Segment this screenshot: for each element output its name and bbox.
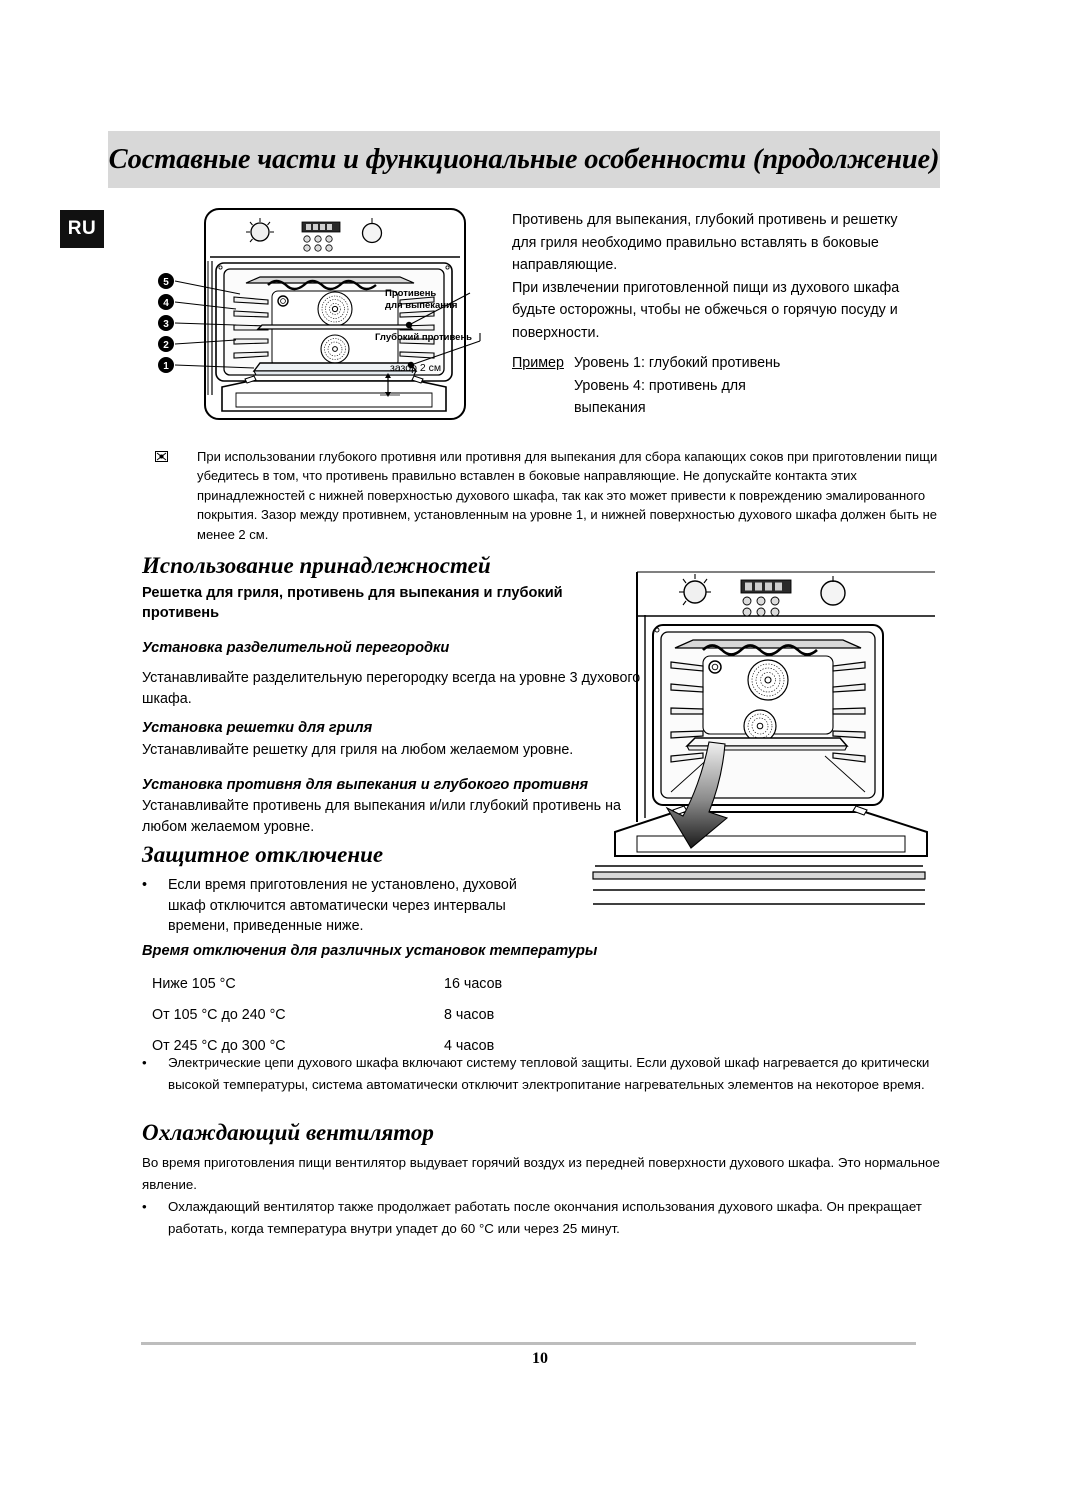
oven-diagram-open-door bbox=[575, 560, 955, 940]
bullet-dot-icon: • bbox=[142, 1055, 147, 1070]
subheading-shutoff-times: Время отключения для различных установок температуры bbox=[142, 943, 598, 959]
body-partition: Устанавливайте разделительную перегородку всегда на уровне 3 духового шкафа. bbox=[142, 670, 641, 707]
fan-upper-icon bbox=[318, 292, 352, 326]
heading-safety-shutoff: Защитное отключение bbox=[142, 842, 384, 867]
bullet-dot-icon: • bbox=[142, 877, 148, 893]
callout-deep-tray: Глубокий противень bbox=[375, 332, 473, 343]
bullet-cooling-fan bbox=[142, 1196, 942, 1240]
level-markers bbox=[158, 273, 174, 373]
subheading-partition: Установка разделительной перегородки bbox=[142, 640, 450, 656]
table-row bbox=[152, 999, 612, 1030]
callout-baking-tray bbox=[385, 288, 457, 312]
shutoff-time-cell: 4 часов bbox=[444, 1037, 495, 1054]
page-number: 10 bbox=[532, 1350, 548, 1367]
note-callout bbox=[155, 447, 945, 544]
bullet-cooling-fan-text: Охлаждающий вентилятор также продолжает работать после окончания использования духового шкафа. Он прекращает работать, когда температура внутри упадет до 60 °C или через 25 минут. bbox=[168, 1199, 922, 1236]
knob-left-icon bbox=[679, 574, 711, 605]
example-lines bbox=[574, 352, 780, 420]
shutoff-time-cell: 16 часов bbox=[444, 975, 503, 992]
body-grill-rack: Устанавливайте решетку для гриля на любом желаемом уровне. bbox=[142, 742, 574, 758]
fan-lower-icon bbox=[744, 710, 776, 742]
digital-display-icon bbox=[302, 222, 340, 232]
example-label: Пример bbox=[512, 355, 564, 371]
svg-text:1: 1 bbox=[163, 361, 169, 372]
shutoff-time-cell: 8 часов bbox=[444, 1006, 495, 1023]
svg-text:4: 4 bbox=[163, 298, 169, 309]
intro-paragraph-2: При извлечении приготовленной пищи из духового шкафа будьте осторожны, чтобы не обжечься о горячую посуду и поверхности. bbox=[512, 279, 900, 341]
table-row bbox=[152, 968, 612, 999]
oven-diagram-with-tray-levels bbox=[150, 205, 515, 427]
intro-paragraph-1: Противень для выпекания, глубокий противень и решетку для гриля необходимо правильно вставлять в боковые направляющие. bbox=[512, 212, 898, 274]
bullet-safety-timer bbox=[142, 875, 542, 937]
fan-upper-icon bbox=[748, 660, 788, 700]
note-icon bbox=[155, 451, 168, 462]
example-line-2: Уровень 4: противень для bbox=[573, 377, 746, 394]
body-trays: Устанавливайте противень для выпекания и/или глубокий противень на любом желаемом уровне. bbox=[142, 798, 621, 835]
knob-right-icon bbox=[821, 576, 845, 605]
bullet-thermal-protection-text: Электрические цепи духового шкафа включают систему тепловой защиты. Если духовой шкаф нагревается до критически высокой температуры, система автоматически отключит электропитание нагревательных элементов на некоторое время. bbox=[168, 1055, 930, 1092]
subheading-grill-rack: Установка решетки для гриля bbox=[142, 720, 373, 736]
heading-cooling-fan: Охлаждающий вентилятор bbox=[142, 1120, 434, 1145]
temp-range-cell: От 105 °C до 240 °C bbox=[152, 1006, 286, 1023]
callout-baking-tray-line2: для выпекания bbox=[385, 300, 458, 311]
callout-baking-tray-line1: Противень bbox=[385, 288, 437, 299]
example-block bbox=[512, 352, 912, 420]
footer-divider bbox=[141, 1342, 916, 1345]
language-badge: RU bbox=[60, 210, 104, 248]
temp-range-cell: От 245 °C до 300 °C bbox=[152, 1037, 286, 1054]
digital-display-icon bbox=[741, 580, 791, 593]
keypad-icon bbox=[743, 597, 779, 616]
temp-range-cell: Ниже 105 °C bbox=[152, 975, 236, 992]
subheading-trays: Установка противня для выпекания и глубокого противня bbox=[142, 777, 589, 793]
heading-accessories: Использование принадлежностей bbox=[142, 553, 491, 578]
subheading-grill-set: Решетка для гриля, противень для выпекания и глубокий противень bbox=[142, 585, 563, 621]
example-line-1: Уровень 1: глубокий противень bbox=[573, 355, 781, 371]
callout-gap: зазор 2 см bbox=[390, 362, 442, 374]
example-line-3: выпекания bbox=[573, 400, 646, 417]
svg-text:2: 2 bbox=[163, 340, 169, 351]
page-title: Составные части и функциональные особенности (продолжение) bbox=[108, 143, 940, 175]
shutoff-time-table bbox=[152, 968, 612, 1061]
page-header-band bbox=[108, 131, 940, 188]
body-cooling-fan: Во время приготовления пищи вентилятор выдувает горячий воздух из передней поверхности духового шкафа. Это нормальное явление. bbox=[142, 1155, 940, 1192]
svg-text:5: 5 bbox=[163, 277, 169, 288]
bullet-dot-icon: • bbox=[142, 1199, 147, 1214]
svg-text:3: 3 bbox=[163, 319, 169, 330]
fan-lower-icon bbox=[321, 335, 349, 363]
bullet-thermal-protection bbox=[142, 1052, 942, 1096]
note-text: При использовании глубокого противня или противня для выпекания для сбора капающих соков при приготовлении пищи убедитесь в том, что противень правильно вставлен в боковые направляющие. Не допускайте контакта этих принадлежностей с нижней поверхностью духового шкафа, так как это может привести к повреждению эмалированного покрытия. Зазор между противнем, установленным на уровне 1, и нижней поверхностью духового шкафа должен быть не менее 2 см. bbox=[197, 449, 938, 542]
intro-text-block bbox=[512, 209, 912, 345]
bullet-safety-timer-text: Если время приготовления не установлено, духовой шкаф отключится автоматически через интервалы времени, приведенные ниже. bbox=[168, 877, 517, 934]
